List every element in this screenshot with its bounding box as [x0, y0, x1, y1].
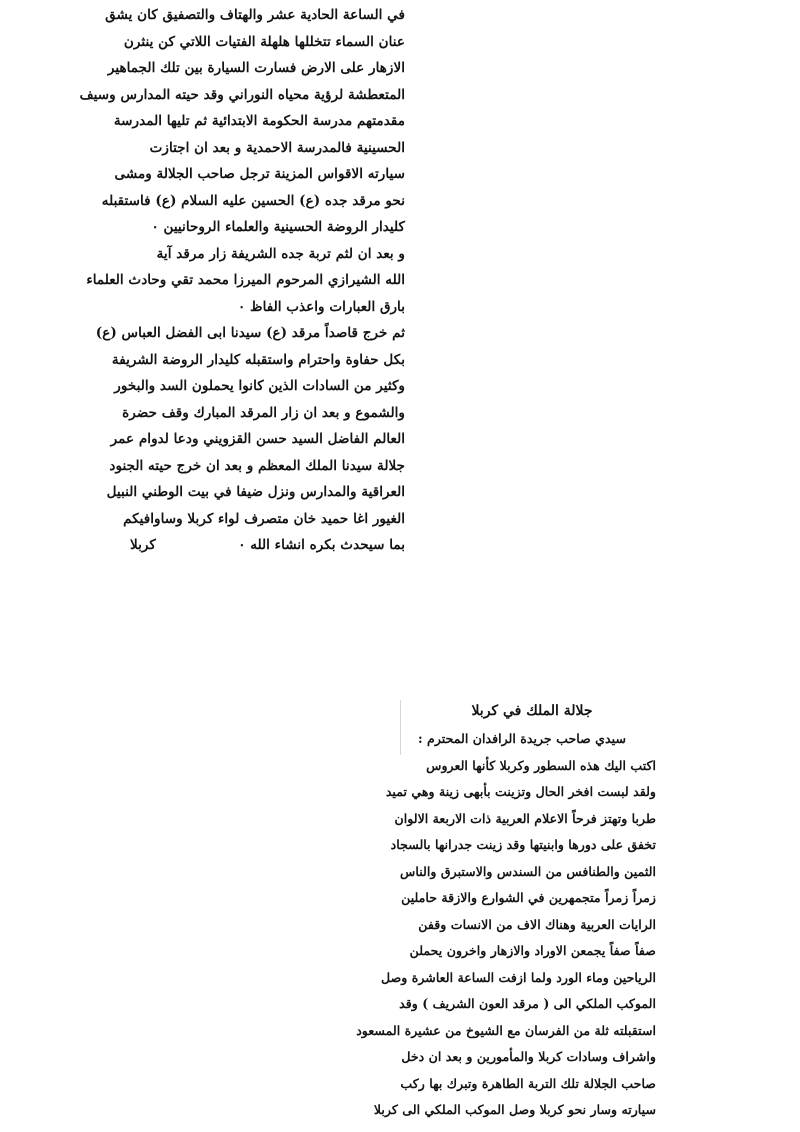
- greeting-line: سيدي صاحب جريدة الرافدان المحترم :: [418, 731, 626, 746]
- text-line: سيارته وسار نحو كربلا وصل الموكب الملكي الى كربلا: [373, 1102, 656, 1117]
- text-line: طربا وتهتز فرحاً الاعلام العربية ذات الاربعة الالوان: [394, 810, 656, 826]
- text-line: جلالة سيدنا الملك المعظم و بعد ان خرج حيته الجنود: [109, 457, 405, 474]
- article-2-column: [356, 700, 656, 1124]
- text-line: ولقد لبست افخر الحال وتزينت بأبهى زينة وهي تميد: [385, 784, 656, 799]
- closing-text: بما سيحدث بكره انشاء الله ٠: [238, 537, 405, 553]
- text-line: العالم الفاضل السيد حسن القزويني ودعا لدوام عمر: [110, 431, 405, 447]
- text-line: ثم خرج قاصداً مرقد (ع) سيدنا ابى الفضل العباس (ع): [95, 325, 405, 341]
- text-line: الثمين والطنافس من السندس والاستبرق والناس: [400, 863, 656, 879]
- text-line: سيارته الاقواس المزينة ترجل صاحب الجلالة ومشى: [114, 166, 405, 182]
- signature-place: كربلا: [130, 537, 156, 553]
- text-line: عنان السماء تتخللها هلهلة الفتيات اللاتي كن ينثرن: [123, 33, 405, 50]
- text-line: الرياحين وماء الورد ولما ازفت الساعة العاشرة وصل: [381, 969, 656, 985]
- text-line: صاحب الجلالة تلك التربة الطاهرة وتبرك بها ركب: [400, 1075, 656, 1091]
- text-line: كليدار الروضة الحسينية والعلماء الروحانيين ٠: [151, 219, 405, 235]
- closing-line: [110, 532, 405, 559]
- article-headline: جلالة الملك في كربلا: [471, 703, 593, 719]
- text-line: بارق العبارات واعذب الفاظ ٠: [237, 298, 405, 315]
- text-line: الازهار على الارض فسارت السيارة بين تلك الجماهير: [107, 60, 405, 76]
- text-line: الغيور اغا حميد خان متصرف لواء كربلا وساوافيكم: [123, 510, 405, 527]
- text-line: والشموع و بعد ان زار المرقد المبارك وقف حضرة: [122, 404, 405, 421]
- text-line: المتعطشة لرؤية محياه النوراني وقد حيته المدارس وسيف: [79, 86, 405, 103]
- text-line: في الساعة الحادية عشر والهتاف والتصفيق كان يشق: [105, 7, 405, 23]
- text-line: الموكب الملكي الى ( مرقد العون الشريف ) وقد: [399, 996, 656, 1011]
- text-line: الله الشيرازي المرحوم الميرزا محمد تقي وحادث العلماء: [86, 272, 405, 288]
- text-line: وكثير من السادات الذين كانوا يحملون السد والبخور: [114, 378, 405, 394]
- text-line: اكتب اليك هذه السطور وكربلا كأنها العروس: [426, 757, 656, 773]
- text-line: تخفق على دورها وابنيتها وقد زينت جدرانها بالسجاد: [390, 837, 656, 852]
- text-line: و بعد ان لثم تربة جده الشريفة زار مرقد آية: [156, 245, 405, 262]
- text-line: واشراف وسادات كربلا والمأمورين و بعد ان دخل: [401, 1049, 656, 1064]
- text-line: استقبلته ثلة من الفرسان مع الشيوخ من عشيرة المسعود: [356, 1022, 656, 1038]
- text-line: الرايات العربية وهناك الاف من الانسات وقفن: [418, 916, 656, 932]
- text-line: صفاً صفاً يجمعن الاوراد والازهار واخرون يحملن: [409, 943, 656, 958]
- text-line: الحسينية فالمدرسة الاحمدية و بعد ان اجتازت: [149, 139, 405, 156]
- text-line: مقدمتهم مدرسة الحكومة الابتدائية ثم تليها المدرسة: [113, 113, 405, 129]
- text-line: زمراً زمراً متجمهرين في الشوارع والازقة حاملين: [401, 890, 656, 905]
- text-line: بكل حفاوة واحترام واستقبله كليدار الروضة الشريفة: [111, 351, 405, 368]
- article-1-column: [79, 2, 405, 559]
- divider: [400, 700, 401, 755]
- text-line: العراقية والمدارس ونزل ضيفا في بيت الوطني النبيل: [106, 484, 405, 500]
- text-line: نحو مرقد جده (ع) الحسين عليه السلام (ع) فاستقبله: [101, 192, 405, 209]
